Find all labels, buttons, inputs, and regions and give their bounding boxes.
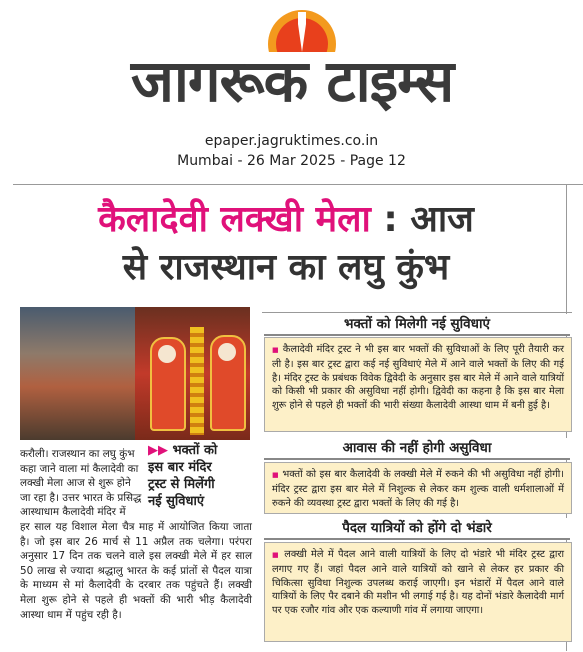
box-title-bhandare: पैदल यात्रियों को होंगे दो भंडारे (264, 518, 570, 540)
body-line: जा रहा है। उत्तर भारत के प्रसिद्ध (20, 491, 142, 504)
masthead (0, 0, 583, 183)
headline-part1: कैलादेवी लक्खी मेला (98, 199, 371, 240)
article-photo (20, 307, 250, 440)
article-headline (16, 196, 556, 292)
devotee-crowd-image (20, 307, 135, 440)
box-accommodation (264, 462, 572, 514)
box-bhandare (264, 542, 572, 642)
pull-quote-line4: नई सुविधाएं (148, 494, 205, 509)
pull-quote-line3: ट्रस्ट से मिलेंगी (148, 477, 215, 492)
double-arrow-icon: ▶▶ (148, 443, 168, 458)
box-title-facilities: भक्तों को मिलेगी नई सुविधाएं (264, 314, 570, 336)
square-bullet-icon: ■ (272, 551, 280, 559)
pull-quote-line1: भक्तों को (172, 443, 218, 458)
box-facilities (264, 337, 572, 432)
box-text: लक्खी मेले में पैदल आने वाली यात्रियों के लिए दो भंडारे भी मंदिर ट्रस्ट द्वारा लगाए गए हैं। जहां पैदल आने वाले यात्रियों को खाने से लेकर हर प्रकार की चिकित्सा सुविधा निशुल्क उपलब्ध कराई जाएगी। इन भंडारों में पैदल आने वाले यात्रियों के लिए पैर दबाने की मशीन भी लगाई गई है। यह दोनों भंडारे कैलादेवी मार्ग पर एक रजौर गांव और एक कल्याणी गांव में लगाया जाएगा। (272, 549, 564, 617)
pull-quote-line2: इस बार मंदिर (148, 460, 212, 475)
headline-part2: आज (410, 199, 474, 240)
newspaper-logo[interactable]: जागरूक टाइम्स (130, 47, 454, 115)
square-bullet-icon: ■ (272, 346, 280, 354)
box-title-accommodation: आवास की नहीं होगी असुविधा (264, 438, 570, 460)
box-text: भक्तों को इस बार कैलादेवी के लक्खी मेले में रुकने की भी असुविधा नहीं होगी। मंदिर ट्रस्ट द्वारा इस बार मेले में निशुल्क से लेकर कम शुल्क वाली धर्मशालाओं में रुकने की व्यवस्था ट्रस्ट द्वारा भक्तों के लिए की गई है। (272, 469, 564, 509)
body-line: कहा जाने वाला मां कैलादेवी का (20, 462, 139, 475)
section-divider (262, 312, 572, 313)
article-body (20, 447, 252, 622)
edition-info: Mumbai - 26 Mar 2025 - Page 12 (177, 153, 406, 169)
square-bullet-icon: ■ (272, 471, 279, 479)
body-line: लक्खी मेला आज से शुरू होने (20, 477, 131, 490)
site-url[interactable]: epaper.jagruktimes.co.in (204, 133, 379, 149)
body-paragraph: हर साल यह विशाल मेला चैत्र माह में आयोजित किया जाता है। जो इस बार 26 मार्च से 11 अप्रैल तक चलेगा। परंपरा अनुसार 17 दिन तक चलने वाले इस लक्खी मेले में हर साल 50 लाख से ज्यादा श्रद्धालु भारत के कई प्रांतों से पैदल यात्रा के माध्यम से मां कैलादेवी के दरबार तक पहुंचते हैं। लक्खी मेला शुरू होने से पहले ही भक्तों की भारी भीड़ कैलादेवी आस्था धाम में पहुंच रही है। (20, 520, 252, 621)
body-line: करौली। राजस्थान का लघु कुंभ (20, 448, 135, 460)
body-line: आस्थाधाम कैलादेवी मंदिर में (20, 506, 126, 519)
box-text: कैलादेवी मंदिर ट्रस्ट ने भी इस बार भक्तों की सुविधाओं के लिए पूरी तैयारी कर ली है। इस बार ट्रस्ट द्वारा कई नई सुविधाएं मेले में आने वाले भक्तों के लिए की गई है। मंदिर ट्रस्ट के प्रबंधक विवेक द्विवेदी के अनुसार इस बार मेले में आने वाले यात्रियों को किसी भी प्रकार की असुविधा नहीं होगी। द्विवेदी का कहना है कि इस बार मेला शुरू होने से पहले ही भक्तों की भारी संख्या कैलादेवी आस्था धाम में बनी हुई है। (272, 344, 564, 412)
headline-colon: : (370, 199, 411, 240)
headline-line2: से राजस्थान का लघु कुंभ (122, 247, 450, 288)
